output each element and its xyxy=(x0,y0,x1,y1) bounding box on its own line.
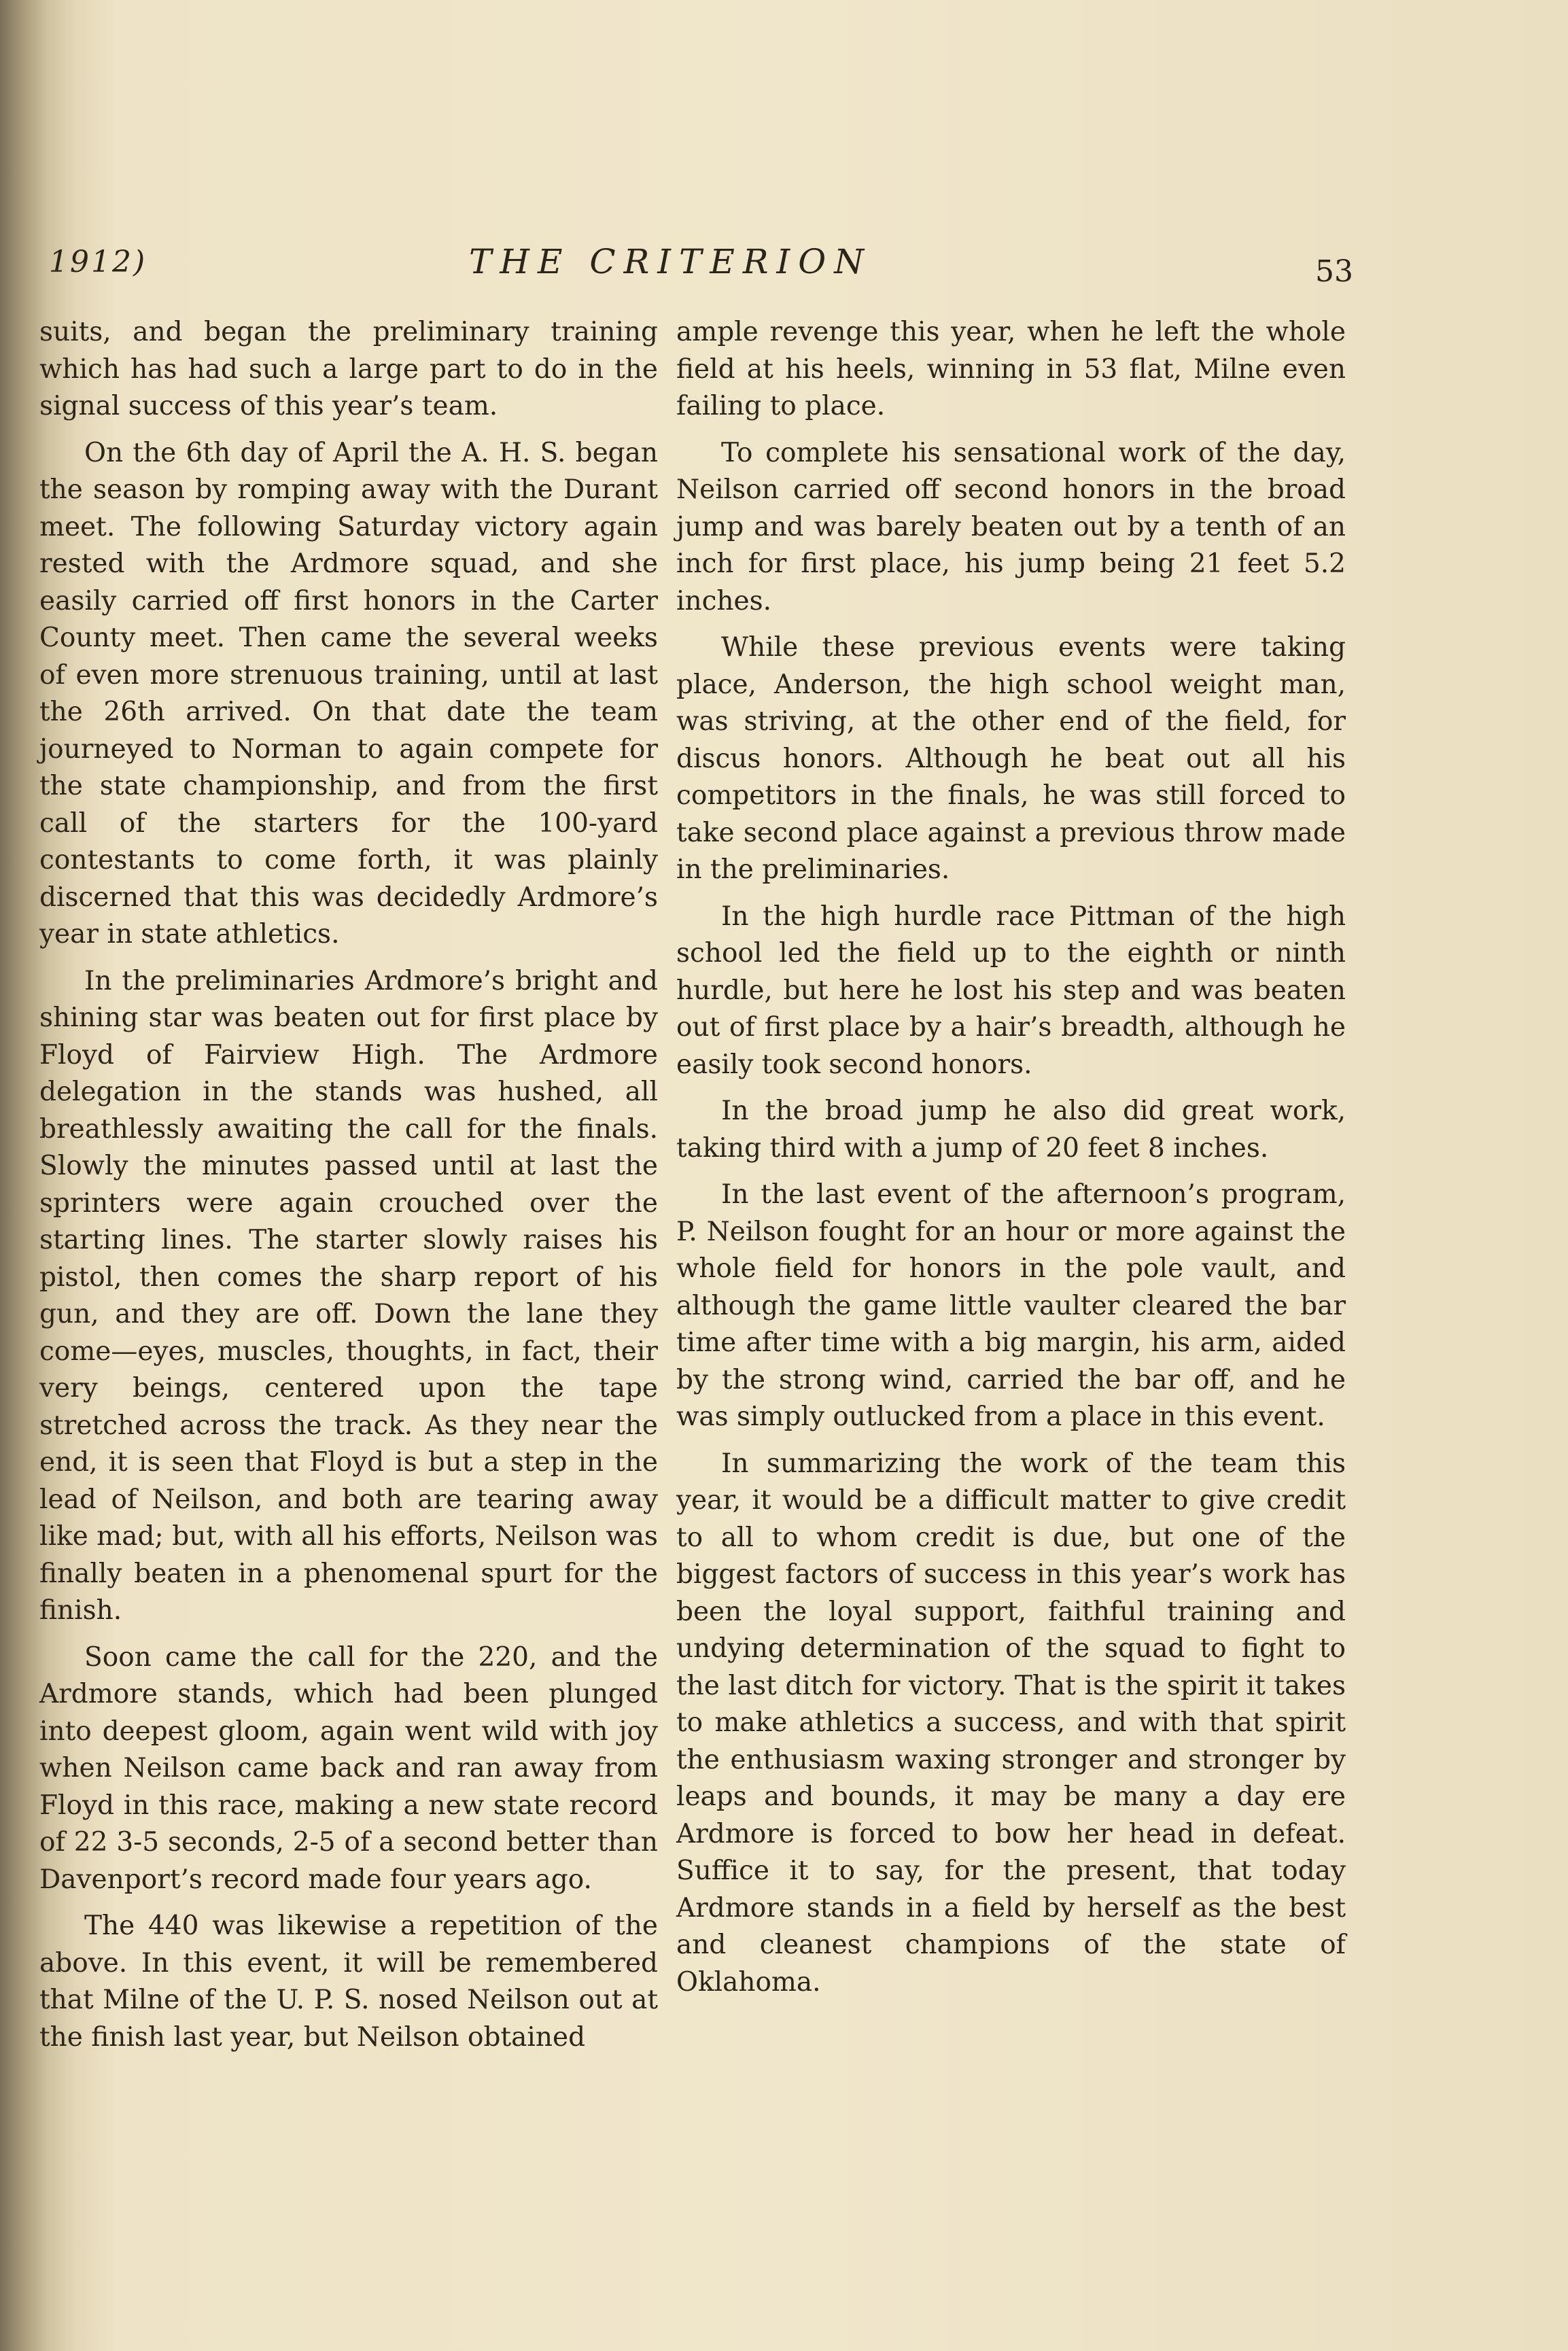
paragraph: In the preliminaries Ardmore’s bright and shining star was beaten out for first place by Floyd of Fairview High. The Ardmore delegation in the stands was hushed, all breathlessly awaiting the call for the finals. Slowly the minutes passed until at last the sprinters were again crouched over the starting lines. The starter slowly raises his pistol, then comes the sharp report of his gun, and they are off. Down the lane they come—eyes, muscles, thoughts, in fact, their very beings, centered upon the tape stretched across the track. As they near the end, it is seen that Floyd is but a step in the lead of Neilson, and both are tearing away like mad; but, with all his efforts, Neilson was finally beaten in a phenomenal spurt for the finish. xyxy=(39,965,658,1626)
left-column xyxy=(39,314,658,2056)
paragraph: While these previous events were taking place, Anderson, the high school weight man, was striving, at the other end of the field, for discus honors. Although he beat out all his competitors in the finals, he was still forced to take second place against a previous throw made in the preliminaries. xyxy=(676,632,1346,885)
paragraph: suits, and began the preliminary training which has had such a large part to do in the signal success of this year’s team. xyxy=(39,317,658,421)
paragraph: ample revenge this year, when he left the whole field at his heels, winning in 53 flat, Milne even failing to place. xyxy=(676,317,1346,421)
header-title: THE CRITERION xyxy=(469,242,872,281)
paragraph: In the high hurdle race Pittman of the high school led the field up to the eighth or ninth hurdle, but here he lost his step and was beaten out of first place by a hair’s breadth, although he easily took second honors. xyxy=(676,901,1346,1080)
running-header xyxy=(0,237,1568,291)
page-number: 53 xyxy=(1315,254,1353,289)
paragraph: On the 6th day of April the A. H. S. began the season by romping away with the Durant meet. The following Saturday victory again rested with the Ardmore squad, and she easily carried off first honors in the Carter County meet. Then came the several weeks of even more strenuous training, until at last the 26th arrived. On that date the team journeyed to Norman to again compete for the state championship, and from the first call of the starters for the 100-yard contestants to come forth, it was plainly discerned that this was decidedly Ardmore’s year in state athletics. xyxy=(39,437,658,950)
header-year: 1912) xyxy=(49,245,147,279)
paragraph: Soon came the call for the 220, and the Ardmore stands, which had been plunged into deepest gloom, again went wild with joy when Neilson came back and ran away from Floyd in this race, making a new state record of 22 3-5 seconds, 2-5 of a second better than Davenport’s record made four years ago. xyxy=(39,1641,658,1895)
paragraph: In the broad jump he also did great work, taking third with a jump of 20 feet 8 inches. xyxy=(676,1096,1346,1164)
paragraph: The 440 was likewise a repetition of the above. In this event, it will be remembered that Milne of the U. P. S. nosed Neilson out at the finish last year, but Neilson obtained xyxy=(39,1911,658,2053)
paragraph: To complete his sensational work of the day, Neilson carried off second honors in the broad jump and was barely beaten out by a tenth of an inch for first place, his jump being 21 feet 5.2 inches. xyxy=(676,437,1346,616)
paragraph: In summarizing the work of the team this year, it would be a difficult matter to give credit to all to whom credit is due, but one of the biggest factors of success in this year’s work has been the loyal support, faithful training and undying determination of the squad to fight to the last ditch for victory. That is the spirit it takes to make athletics a success, and with that spirit the enthusiasm waxing stronger and stronger by leaps and bounds, it may be many a day ere Ardmore is forced to bow her head in defeat. Suffice it to say, for the present, that today Ardmore stands in a field by herself as the best and cleanest champions of the state of Oklahoma. xyxy=(676,1448,1346,1998)
paragraph: In the last event of the afternoon’s program, P. Neilson fought for an hour or more against the whole field for honors in the pole vault, and although the game little vaulter cleared the bar time after time with a big margin, his arm, aided by the strong wind, carried the bar off, and he was simply outlucked from a place in this event. xyxy=(676,1179,1346,1432)
right-column xyxy=(676,314,1346,2001)
